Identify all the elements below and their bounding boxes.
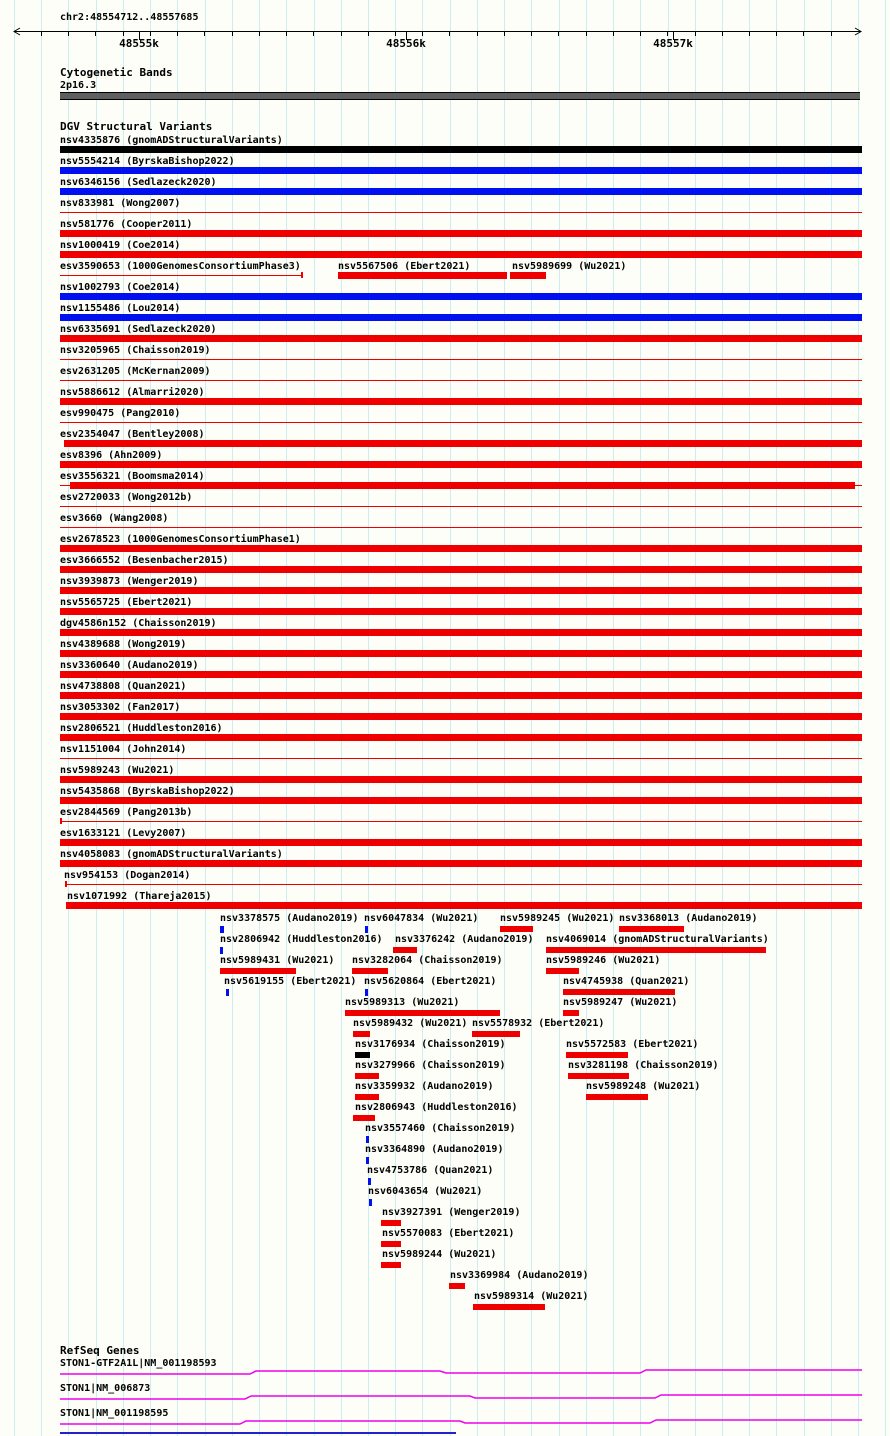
gridline — [14, 0, 15, 1436]
ruler-minor-tick — [313, 31, 314, 36]
ruler-minor-tick — [504, 31, 505, 36]
ruler-minor-tick — [749, 31, 750, 36]
variant-bar-esv8396[interactable] — [60, 461, 862, 468]
variant-bar-nsv1071992[interactable] — [66, 902, 862, 909]
variant-bar-nsv5989431[interactable] — [220, 968, 296, 974]
variant-bar-nsv5565725[interactable] — [60, 608, 862, 615]
variant-label-nsv833981[interactable]: nsv833981 (Wong2007) — [60, 198, 181, 209]
variant-label-nsv3053302[interactable]: nsv3053302 (Fan2017) — [60, 702, 181, 713]
variant-bar-nsv4335876[interactable] — [60, 146, 862, 153]
variant-bar-nsv5989313[interactable] — [345, 1010, 500, 1016]
variant-label-nsv5578932[interactable]: nsv5578932 (Ebert2021) — [472, 1018, 605, 1029]
ruler-minor-tick — [150, 31, 151, 36]
variant-label-nsv6047834[interactable]: nsv6047834 (Wu2021) — [364, 913, 479, 924]
variant-label-nsv3364890[interactable]: nsv3364890 (Audano2019) — [365, 1144, 504, 1155]
variant-bar-nsv3359932[interactable] — [355, 1094, 379, 1100]
variant-bar-nsv1000419[interactable] — [60, 251, 862, 258]
variant-label-nsv5620864[interactable]: nsv5620864 (Ebert2021) — [364, 976, 497, 987]
variant-label-nsv5567506[interactable]: nsv5567506 (Ebert2021) — [338, 261, 471, 272]
ruler-minor-tick — [232, 31, 233, 36]
variant-label-nsv1155486[interactable]: nsv1155486 (Lou2014) — [60, 303, 181, 314]
variant-bar-nsv2806943[interactable] — [353, 1115, 375, 1121]
variant-bar-nsv6047834[interactable] — [365, 926, 368, 933]
variant-bar-esv3590653[interactable] — [60, 275, 302, 276]
ruler-minor-tick — [368, 31, 369, 36]
variant-label-nsv5570083[interactable]: nsv5570083 (Ebert2021) — [382, 1228, 515, 1239]
variant-label-nsv5989243[interactable]: nsv5989243 (Wu2021) — [60, 765, 175, 776]
variant-bar-nsv3364890[interactable] — [366, 1157, 369, 1164]
variant-label-nsv3360640[interactable]: nsv3360640 (Audano2019) — [60, 660, 199, 671]
cytoband-bar[interactable] — [60, 92, 860, 100]
variant-label-esv990475[interactable]: esv990475 (Pang2010) — [60, 408, 181, 419]
variant-label-esv3556321[interactable]: esv3556321 (Boomsma2014) — [60, 471, 205, 482]
ruler-minor-tick — [477, 31, 478, 36]
variant-label-nsv1002793[interactable]: nsv1002793 (Coe2014) — [60, 282, 181, 293]
variant-label-nsv1000419[interactable]: nsv1000419 (Coe2014) — [60, 240, 181, 251]
variant-bar-nsv3368013[interactable] — [619, 926, 684, 932]
refseq-section-title: RefSeq Genes — [60, 1344, 140, 1357]
ruler-minor-tick — [395, 31, 396, 36]
variant-bar-nsv5989243[interactable] — [60, 776, 862, 783]
variant-label-nsv5989431[interactable]: nsv5989431 (Wu2021) — [220, 955, 335, 966]
variant-bar-nsv6346156[interactable] — [60, 188, 862, 195]
variant-bar-nsv5554214[interactable] — [60, 167, 862, 174]
variant-bar-esv3556321[interactable] — [70, 482, 855, 489]
variant-label-nsv954153[interactable]: nsv954153 (Dogan2014) — [64, 870, 191, 881]
variant-bar-nsv954153[interactable] — [65, 884, 862, 885]
variant-bar-nsv5578932[interactable] — [472, 1031, 520, 1037]
variant-bar-nsv3282064[interactable] — [352, 968, 388, 974]
variant-bar-nsv5989699[interactable] — [510, 272, 546, 279]
variant-bar-nsv5435868[interactable] — [60, 797, 862, 804]
variant-label-nsv4753786[interactable]: nsv4753786 (Quan2021) — [367, 1165, 494, 1176]
variant-label-esv1633121[interactable]: esv1633121 (Levy2007) — [60, 828, 187, 839]
ruler-tick-label: 48555k — [119, 37, 159, 50]
dgv-section-title: DGV Structural Variants — [60, 120, 213, 133]
variant-label-nsv6335691[interactable]: nsv6335691 (Sedlazeck2020) — [60, 324, 217, 335]
ruler-minor-tick — [422, 31, 423, 36]
variant-bar-nsv833981[interactable] — [60, 212, 862, 213]
variant-label-nsv5989314[interactable]: nsv5989314 (Wu2021) — [474, 1291, 589, 1302]
variant-bar-nsv4738808[interactable] — [60, 692, 862, 699]
variant-bar-esv2678523[interactable] — [60, 545, 862, 552]
variant-bar-nsv4753786[interactable] — [368, 1178, 371, 1185]
variant-bar-nsv3360640[interactable] — [60, 671, 862, 678]
variant-bar-nsv3279966[interactable] — [355, 1073, 379, 1079]
variant-bar-nsv3369984[interactable] — [449, 1283, 465, 1289]
variant-label-nsv3282064[interactable]: nsv3282064 (Chaisson2019) — [352, 955, 503, 966]
variant-label-nsv5989246[interactable]: nsv5989246 (Wu2021) — [546, 955, 661, 966]
variant-label-nsv3205965[interactable]: nsv3205965 (Chaisson2019) — [60, 345, 211, 356]
variant-bar-nsv5989244[interactable] — [381, 1262, 401, 1268]
ruler-minor-tick — [695, 31, 696, 36]
variant-bar-nsv3376242[interactable] — [393, 947, 417, 953]
variant-label-esv3660[interactable]: esv3660 (Wang2008) — [60, 513, 169, 524]
variant-bar-nsv5619155[interactable] — [226, 989, 229, 996]
variant-label-nsv5989248[interactable]: nsv5989248 (Wu2021) — [586, 1081, 701, 1092]
ruler-minor-tick — [41, 31, 42, 36]
variant-label-nsv3368013[interactable]: nsv3368013 (Audano2019) — [619, 913, 758, 924]
gene-line-STON1-NM_001198595[interactable] — [60, 1420, 862, 1424]
variant-label-nsv3369984[interactable]: nsv3369984 (Audano2019) — [450, 1270, 589, 1281]
gene-label[interactable]: STON1-GTF2A1L|NM_001198593 — [60, 1358, 217, 1369]
variant-bar-nsv5572583[interactable] — [566, 1052, 628, 1058]
cytoband-section-title: Cytogenetic Bands — [60, 66, 173, 79]
gene-line-STON1-GTF2A1L[interactable] — [60, 1370, 862, 1374]
variant-label-nsv3376242[interactable]: nsv3376242 (Audano2019) — [395, 934, 534, 945]
variant-label-nsv3557460[interactable]: nsv3557460 (Chaisson2019) — [365, 1123, 516, 1134]
variant-label-nsv4058083[interactable]: nsv4058083 (gnomADStructuralVariants) — [60, 849, 283, 860]
variant-bar-esv1633121[interactable] — [60, 839, 862, 846]
variant-bar-nsv4069014[interactable] — [546, 947, 766, 953]
ruler-minor-tick — [531, 31, 532, 36]
variant-bar-nsv5989245[interactable] — [500, 926, 533, 932]
variant-bar-nsv5570083[interactable] — [381, 1241, 401, 1247]
variant-bar-dgv4586n152[interactable] — [60, 629, 862, 636]
variant-bar-nsv1155486[interactable] — [60, 314, 862, 321]
ruler-minor-tick — [259, 31, 260, 36]
ruler-axis — [14, 28, 861, 35]
variant-label-nsv5989699[interactable]: nsv5989699 (Wu2021) — [512, 261, 627, 272]
variant-label-nsv5989244[interactable]: nsv5989244 (Wu2021) — [382, 1249, 497, 1260]
variant-label-nsv5572583[interactable]: nsv5572583 (Ebert2021) — [566, 1039, 699, 1050]
variant-label-esv3666552[interactable]: esv3666552 (Besenbacher2015) — [60, 555, 229, 566]
gridline — [885, 0, 886, 1436]
variant-label-esv3590653[interactable]: esv3590653 (1000GenomesConsortiumPhase3) — [60, 261, 301, 272]
variant-label-nsv4335876[interactable]: nsv4335876 (gnomADStructuralVariants) — [60, 135, 283, 146]
ruler-minor-tick — [204, 31, 205, 36]
ruler-minor-tick — [667, 31, 668, 36]
variant-label-nsv6346156[interactable]: nsv6346156 (Sedlazeck2020) — [60, 177, 217, 188]
variant-label-nsv3927391[interactable]: nsv3927391 (Wenger2019) — [382, 1207, 521, 1218]
gene-line-STON1-NM_006873[interactable] — [60, 1395, 862, 1399]
variant-label-nsv3279966[interactable]: nsv3279966 (Chaisson2019) — [355, 1060, 506, 1071]
ruler-minor-tick — [640, 31, 641, 36]
variant-bar-nsv1151004[interactable] — [60, 758, 862, 759]
variant-label-nsv3378575[interactable]: nsv3378575 (Audano2019) — [220, 913, 359, 924]
variant-bar-nsv5989248[interactable] — [586, 1094, 648, 1100]
ruler-minor-tick — [558, 31, 559, 36]
ruler-minor-tick — [286, 31, 287, 36]
variant-bar-nsv3281198[interactable] — [568, 1073, 629, 1079]
ruler-minor-tick — [613, 31, 614, 36]
variant-bar-nsv5567506[interactable] — [338, 272, 507, 279]
ruler-minor-tick — [341, 31, 342, 36]
variant-bar-nsv2806942[interactable] — [220, 947, 223, 954]
ruler-tick-label: 48556k — [386, 37, 426, 50]
variant-bar-esv2844569[interactable] — [60, 821, 862, 822]
variant-label-esv2354047[interactable]: esv2354047 (Bentley2008) — [60, 429, 205, 440]
ruler-minor-tick — [722, 31, 723, 36]
variant-label-nsv5565725[interactable]: nsv5565725 (Ebert2021) — [60, 597, 193, 608]
variant-bar-nsv4389688[interactable] — [60, 650, 862, 657]
variant-bar-nsv2806521[interactable] — [60, 734, 862, 741]
variant-label-dgv4586n152[interactable]: dgv4586n152 (Chaisson2019) — [60, 618, 217, 629]
variant-bar-esv3590653[interactable] — [301, 272, 303, 278]
variant-bar-esv3660[interactable] — [60, 527, 862, 528]
variant-label-esv2631205[interactable]: esv2631205 (McKernan2009) — [60, 366, 211, 377]
variant-bar-nsv5989246[interactable] — [546, 968, 579, 974]
variant-bar-nsv5989247[interactable] — [563, 1010, 579, 1016]
gene-label[interactable]: STON1|NM_001198595 — [60, 1408, 169, 1419]
ruler-minor-tick — [123, 31, 124, 36]
ruler-minor-tick — [586, 31, 587, 36]
cytoband-label: 2p16.3 — [60, 80, 97, 91]
variant-label-nsv5989247[interactable]: nsv5989247 (Wu2021) — [563, 997, 678, 1008]
variant-label-esv2720033[interactable]: esv2720033 (Wong2012b) — [60, 492, 193, 503]
ruler-minor-tick — [803, 31, 804, 36]
variant-bar-nsv5886612[interactable] — [60, 398, 862, 405]
variant-bar-nsv3176934[interactable] — [355, 1052, 370, 1058]
variant-bar-nsv4058083[interactable] — [60, 860, 862, 867]
variant-label-nsv4069014[interactable]: nsv4069014 (gnomADStructuralVariants) — [546, 934, 769, 945]
variant-bar-nsv3927391[interactable] — [381, 1220, 401, 1226]
ruler-minor-tick — [68, 31, 69, 36]
variant-bar-nsv5620864[interactable] — [365, 989, 368, 996]
variant-label-nsv4389688[interactable]: nsv4389688 (Wong2019) — [60, 639, 187, 650]
variant-label-nsv5886612[interactable]: nsv5886612 (Almarri2020) — [60, 387, 205, 398]
variant-label-nsv3281198[interactable]: nsv3281198 (Chaisson2019) — [568, 1060, 719, 1071]
variant-label-esv8396[interactable]: esv8396 (Ahn2009) — [60, 450, 163, 461]
variant-bar-nsv3053302[interactable] — [60, 713, 862, 720]
variant-bar-nsv5989314[interactable] — [473, 1304, 545, 1310]
region-coordinates: chr2:48554712..48557685 — [60, 12, 199, 23]
ruler-minor-tick — [776, 31, 777, 36]
variant-label-nsv4738808[interactable]: nsv4738808 (Quan2021) — [60, 681, 187, 692]
ruler-minor-tick — [449, 31, 450, 36]
variant-bar-esv3666552[interactable] — [60, 566, 862, 573]
variant-bar-esv990475[interactable] — [60, 422, 862, 423]
partial-feature-bar[interactable] — [60, 1432, 456, 1434]
variant-label-nsv3176934[interactable]: nsv3176934 (Chaisson2019) — [355, 1039, 506, 1050]
variant-label-esv2678523[interactable]: esv2678523 (1000GenomesConsortiumPhase1) — [60, 534, 301, 545]
gridline — [41, 0, 42, 1436]
variant-label-nsv3939873[interactable]: nsv3939873 (Wenger2019) — [60, 576, 199, 587]
variant-bar-nsv3205965[interactable] — [60, 359, 862, 360]
variant-label-nsv2806943[interactable]: nsv2806943 (Huddleston2016) — [355, 1102, 518, 1113]
variant-bar-nsv6043654[interactable] — [369, 1199, 372, 1206]
variant-label-nsv1151004[interactable]: nsv1151004 (John2014) — [60, 744, 187, 755]
variant-label-nsv1071992[interactable]: nsv1071992 (Thareja2015) — [67, 891, 212, 902]
variant-bar-nsv3939873[interactable] — [60, 587, 862, 594]
variant-bar-nsv5989432[interactable] — [353, 1031, 370, 1037]
variant-label-nsv5554214[interactable]: nsv5554214 (ByrskaBishop2022) — [60, 156, 235, 167]
variant-label-nsv5989432[interactable]: nsv5989432 (Wu2021) — [353, 1018, 468, 1029]
variant-label-nsv5989313[interactable]: nsv5989313 (Wu2021) — [345, 997, 460, 1008]
gene-label[interactable]: STON1|NM_006873 — [60, 1383, 151, 1394]
ruler-minor-tick — [177, 31, 178, 36]
variant-bar-nsv3557460[interactable] — [366, 1136, 369, 1143]
variant-label-nsv5989245[interactable]: nsv5989245 (Wu2021) — [500, 913, 615, 924]
ruler-minor-tick — [95, 31, 96, 36]
variant-label-nsv5435868[interactable]: nsv5435868 (ByrskaBishop2022) — [60, 786, 235, 797]
variant-bar-nsv3378575[interactable] — [220, 926, 224, 933]
variant-label-nsv6043654[interactable]: nsv6043654 (Wu2021) — [368, 1186, 483, 1197]
variant-bar-nsv1002793[interactable] — [60, 293, 862, 300]
variant-label-nsv4745938[interactable]: nsv4745938 (Quan2021) — [563, 976, 690, 987]
ruler-tick-label: 48557k — [653, 37, 693, 50]
variant-label-nsv581776[interactable]: nsv581776 (Cooper2011) — [60, 219, 193, 230]
variant-bar-nsv4745938[interactable] — [563, 989, 675, 995]
variant-label-nsv2806942[interactable]: nsv2806942 (Huddleston2016) — [220, 934, 383, 945]
ruler-minor-tick — [831, 31, 832, 36]
variant-bar-esv2631205[interactable] — [60, 380, 862, 381]
variant-label-nsv5619155[interactable]: nsv5619155 (Ebert2021) — [224, 976, 357, 987]
variant-label-nsv3359932[interactable]: nsv3359932 (Audano2019) — [355, 1081, 494, 1092]
variant-bar-nsv6335691[interactable] — [60, 335, 862, 342]
variant-label-nsv2806521[interactable]: nsv2806521 (Huddleston2016) — [60, 723, 223, 734]
variant-label-esv2844569[interactable]: esv2844569 (Pang2013b) — [60, 807, 193, 818]
variant-bar-nsv581776[interactable] — [60, 230, 862, 237]
variant-bar-esv2720033[interactable] — [60, 506, 862, 507]
variant-bar-esv2354047[interactable] — [64, 440, 862, 447]
